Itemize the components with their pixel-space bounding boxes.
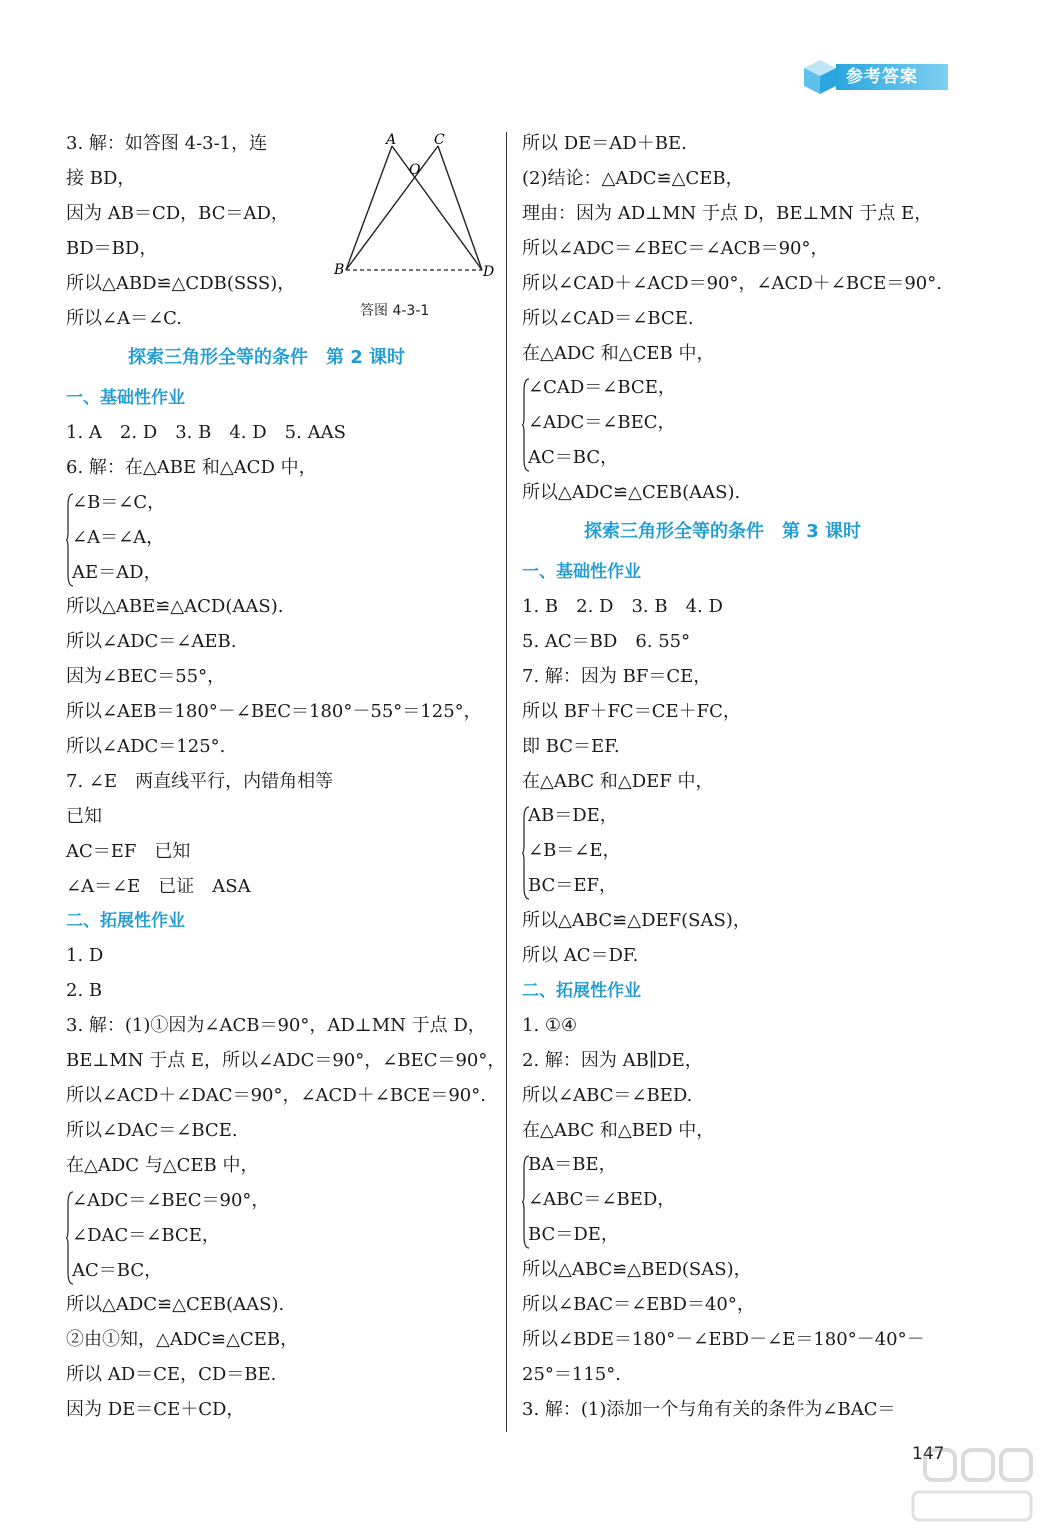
text-line: 即 BC＝EF. [522, 736, 620, 757]
text-line: 所以△ADC≌△CEB(AAS). [522, 482, 741, 503]
text-line: 25°＝115°. [522, 1364, 621, 1385]
text-line: 所以△ADC≌△CEB(AAS). [66, 1294, 285, 1315]
text-line: BC＝DE， [528, 1224, 619, 1245]
text-line: 在△ABC 和△DEF 中， [522, 771, 714, 792]
page-number: 147 [912, 1444, 945, 1464]
lesson-title: 探索三角形全等的条件 第 3 课时 [584, 521, 862, 542]
text-line: 所以 DE＝AD＋BE. [522, 133, 687, 154]
cube-icon [800, 56, 840, 96]
text-line: 因为∠BEC＝55°， [66, 666, 226, 687]
text-line: 在△ADC 与△CEB 中， [66, 1155, 259, 1176]
watermark-logo [905, 1440, 1035, 1530]
section-tab [800, 56, 948, 96]
text-line: 1. A 2. D 3. B 4. D 5. AAS [66, 422, 346, 443]
text-line: 5. AC＝BD 6. 55° [522, 631, 691, 652]
point-label: D [483, 264, 495, 280]
text-line: 1. ①④ [522, 1015, 578, 1036]
text-line: 已知 [66, 806, 102, 827]
text-line: AB＝DE， [528, 805, 618, 826]
text-line: AC＝BC， [528, 447, 619, 468]
text-line: ∠ADC＝∠BEC＝90°， [72, 1190, 270, 1211]
text-line: ∠B＝∠E， [528, 840, 621, 861]
section-heading: 一、基础性作业 [522, 562, 641, 582]
text-line: 所以∠CAD＋∠ACD＝90°，∠ACD＋∠BCE＝90°. [522, 273, 942, 294]
point-label: O [409, 162, 421, 178]
text-line: 所以 BF＋FC＝CE＋FC， [522, 701, 741, 722]
text-line: ∠CAD＝∠BCE， [528, 377, 676, 398]
text-line: 在△ADC 和△CEB 中， [522, 343, 715, 364]
text-line: 所以∠ADC＝∠AEB. [66, 631, 237, 652]
text-line: ∠ADC＝∠BEC， [528, 412, 676, 433]
text-line: 所以∠ADC＝125°. [66, 736, 226, 757]
text-line: 所以∠BDE＝180°－∠EBD－∠E＝180°－40°－ [522, 1329, 925, 1350]
text-line: 所以△ABE≌△ACD(AAS). [66, 596, 284, 617]
text-line: 在△ABC 和△BED 中， [522, 1120, 715, 1141]
text-line: ∠ABC＝∠BED， [528, 1189, 676, 1210]
point-label: B [334, 262, 345, 278]
text-line: 所以∠A＝∠C. [66, 308, 183, 329]
text-line: 6. 解：在△ABE 和△ACD 中， [66, 457, 317, 478]
text-line: ∠A＝∠E 已证 ASA [66, 876, 251, 897]
text-line: 7. 解：因为 BF＝CE， [522, 666, 712, 687]
text-line: 所以∠AEB＝180°－∠BEC＝180°－55°＝125°， [66, 701, 482, 722]
text-line: ∠B＝∠C， [72, 492, 166, 513]
text-line: (2)结论：△ADC≌△CEB， [522, 168, 744, 189]
text-line: 2. B [66, 980, 103, 1001]
text-line: 所以 AC＝DF. [522, 945, 639, 966]
text-line: 接 BD， [66, 168, 136, 189]
text-line: ∠DAC＝∠BCE， [72, 1225, 220, 1246]
point-label: A [386, 132, 397, 148]
text-line: 7. ∠E 两直线平行，内错角相等 [66, 771, 334, 792]
tab-label: 参考答案 [836, 64, 948, 90]
text-line: AC＝EF 已知 [66, 841, 191, 862]
text-line: BE⊥MN 于点 E，所以∠ADC＝90°，∠BEC＝90°， [66, 1050, 506, 1071]
geometry-figure [330, 128, 500, 318]
text-line: 1. B 2. D 3. B 4. D [522, 596, 723, 617]
text-line: BD＝BD， [66, 238, 158, 259]
text-line: 所以∠ADC＝∠BEC＝∠ACB＝90°， [522, 238, 829, 259]
column-divider [506, 132, 507, 1432]
text-line: 3. 解：(1)添加一个与角有关的条件为∠BAC＝ [522, 1399, 896, 1420]
text-line: AC＝BC， [72, 1260, 163, 1281]
text-line: 3. 解：如答图 4-3-1，连 [66, 133, 268, 154]
text-line: 1. D [66, 945, 104, 966]
text-line: ②由①知，△ADC≌△CEB， [66, 1329, 299, 1350]
point-label: C [434, 132, 445, 148]
text-line: 理由：因为 AD⊥MN 于点 D，BE⊥MN 于点 E， [522, 203, 933, 224]
figure-caption: 答图 4-3-1 [360, 303, 430, 319]
text-line: ∠A＝∠A， [72, 527, 165, 548]
text-line: 所以∠ACD＋∠DAC＝90°，∠ACD＋∠BCE＝90°. [66, 1085, 486, 1106]
text-line: 所以△ABC≌△BED(SAS)， [522, 1259, 752, 1280]
text-line: 3. 解：(1)①因为∠ACB＝90°，AD⊥MN 于点 D， [66, 1015, 486, 1036]
section-heading: 二、拓展性作业 [66, 911, 185, 931]
text-line: 所以△ABD≌△CDB(SSS)， [66, 273, 296, 294]
text-line: 2. 解：因为 AB∥DE， [522, 1050, 703, 1071]
lesson-title: 探索三角形全等的条件 第 2 课时 [128, 347, 406, 368]
text-line: 所以∠DAC＝∠BCE. [66, 1120, 238, 1141]
text-line: 所以∠BAC＝∠EBD＝40°， [522, 1294, 755, 1315]
section-heading: 一、基础性作业 [66, 388, 185, 408]
text-line: 所以△ABC≌△DEF(SAS)， [522, 910, 751, 931]
text-line: 所以∠CAD＝∠BCE. [522, 308, 694, 329]
text-line: 因为 AB＝CD，BC＝AD， [66, 203, 289, 224]
text-line: BC＝EF， [528, 875, 617, 896]
text-line: 因为 DE＝CE＋CD， [66, 1399, 245, 1420]
text-line: 所以 AD＝CE，CD＝BE. [66, 1364, 277, 1385]
section-heading: 二、拓展性作业 [522, 981, 641, 1001]
text-line: AE＝AD， [72, 562, 162, 583]
text-line: BA＝BE， [528, 1154, 617, 1175]
text-line: 所以∠ABC＝∠BED. [522, 1085, 693, 1106]
